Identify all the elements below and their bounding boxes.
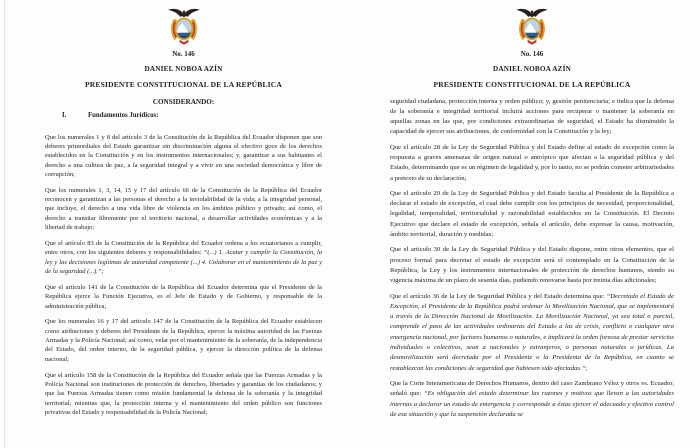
body-text: Que el artículo 83 de la Constitución de la República del Ecuador ordena a los ecuatorianos a cumplir, entre otros, con los siguientes deberes y responsabilidades: [45, 239, 322, 257]
body-text: Que los numerales 1, 3, 14, 15 y 17 del artículo 66 de la Constitución de la República del Ecuador reconocen y garantizan a las personas el derecho a la inviolabilidad de la vida; a la integridad personal, que incluye, el derecho a una vida libre de violencia en los ámbitos público y privado; así como, el derecho a transitar libremente por el territorio nacional, a desarrollar actividades económicas y a la libertad de trabajo; [45, 186, 322, 232]
document-paragraph [45, 239, 322, 276]
section-heading [45, 112, 322, 120]
president-name: DANIEL NOBOA AZÍN [144, 65, 223, 73]
section-numeral: I. [62, 111, 67, 119]
quoted-text: “Es obligación del estado determinar las razones y motivos que llevan a las autoridades internas a declarar un estado de emergencia y corresponde a éstas ejercer el adecuado y efectivo control de esa situación y que la suspensión declarada se [390, 390, 674, 418]
body-text: Que el artículo 36 de la Ley de Seguridad Pública y del Estado determina que: [390, 292, 607, 300]
ecuador-coat-of-arms-icon [390, 7, 674, 47]
body-text: Que el artículo 141 de la Constitución de la República del Ecuador determina que el Presidente de la República ejerce la Función Ejecutiva, es el Jefe de Estado y de Gobierno, y responsable de la administración pública; [45, 283, 322, 310]
body-text: Que el artículo 29 de la Ley de Seguridad Pública y del Estado faculta al Presidente de la República a declarar el estado de excepción, el cual debe cumplir con los principios de necesidad, proporcionalidad, legalidad, temporalidad, territorialidad y razonabilidad establecidos en la Constitución. El Decreto Ejecutivo que declare el estado de excepción, señala el artículo, debe expresar la causa, motivación, ámbito territorial, duración y medidas; [390, 189, 674, 239]
document-paragraph [390, 292, 674, 374]
body-text: Que el artículo 158 de la Constitución de la República del Ecuador señala que las Fuerzas Armadas y la Policía Nacional son instituciones de protección de derechos, libertades y garantías de los ciudadanos; y que las Fuerzas Armadas tienen como misión fundamental la defensa de la soberanía y la integridad territorial; mientras que, la protección interna y el mantenimiento del orden público son funciones privativas del Estado y responsabilidad de la Policía Nacional; [45, 371, 322, 416]
document-paragraph [45, 371, 322, 418]
document-paragraph [45, 283, 322, 311]
body-text: Que la Corte Interamericana de Derechos Humanos, dentro del caso Zambrano Vélez y otros vs. Ecuador, señaló que: [390, 379, 674, 398]
president-title: PRESIDENTE CONSTITUCIONAL DE LA REPÚBLICA [85, 80, 282, 89]
considering-heading: CONSIDERANDO: [152, 97, 215, 106]
document-paragraph [390, 379, 674, 420]
body-text: Que el artículo 30 de la Ley de Seguridad Pública y del Estado dispone, entre otros elementos, que el proceso formal para decretar el estado de excepción será el contemplado en la Constitución de la República, la Ley y los instrumentos internacionales de protección de derechos humanos, siendo su vigencia máxima de un plazo de sesenta días, pudiendo renovarse hasta por treinta días adicionales; [390, 246, 674, 285]
ecuador-coat-of-arms-icon [45, 7, 322, 47]
document-paragraph [45, 186, 322, 233]
considerations-body-page1 [45, 133, 322, 418]
president-name: DANIEL NOBOA AZÍN [492, 65, 572, 73]
document-paragraph [390, 97, 674, 138]
quoted-text: “(...) 1. Acatar y cumplir la Constitución, la ley y las decisiones legítimas de autoridad competente (...) 4. Colaborar en el mantenimiento de la paz y de la seguridad (...).”; [45, 249, 322, 275]
document-paragraph [390, 189, 674, 240]
document-paragraph [45, 317, 322, 364]
document-paragraph [390, 143, 674, 184]
document-paragraph [45, 133, 322, 180]
quoted-text: “Decretado el Estado de Excepción, el Presidente de la República podrá ordenar la Movilización Nacional, que se implementará a través de la Dirección Nacional de Movilización. La Movilización Nacional, ya sea total o parcial, comprende el paso de las actividades ordinarias del Estado a las de crisis, conflicto o cualquier otra emergencia nacional, por factores humanos o naturales, e implicará la orden forzosa de prestar servicios individuales o colectivos, sean a nacionales y extranjeros, o personas naturales o jurídicas. La desmovilización será decretada por el Presidente o la Presidenta de la República, en cuanto se restablezcan las condiciones de seguridad que hubiesen sido afectadas.”; [390, 292, 674, 372]
section-title: Fundamentos Jurídicos: [88, 111, 159, 119]
decree-page-2 [350, 0, 700, 448]
president-title: PRESIDENTE CONSTITUCIONAL DE LA REPÚBLICA [433, 80, 631, 89]
document-paragraph [390, 245, 674, 286]
body-text: Que los numerales 16 y 17 del artículo 147 de la Constitución de la República del Ecuador establecen como atribuciones y deberes del Presidente de la República, ejercer la máxima autoridad de las Fuerzas Armadas y la Policía Nacional; así como, velar por el mantenimiento de la soberanía, de la independencia del Estado, del orden interno, de la seguridad pública, y ejercer la dirección política de la defensa nacional; [45, 318, 322, 363]
document-number: No. 146 [520, 50, 544, 58]
body-text: seguridad ciudadana, protección interna y orden público; y, gestión penitenciaria; e indica que la defensa de la soberanía e integridad territorial incluirá acciones para recuperar o mantener la soberanía en aquellas zonas en las que, por condiciones extraordinarias de seguridad, el Estado ha disminuido la capacidad de ejercer sus atribuciones, de conformidad con la Constitución y la ley; [390, 97, 674, 136]
document-number: No. 146 [172, 50, 195, 58]
considerations-body-page2 [390, 97, 674, 421]
body-text: Que el artículo 28 de la Ley de Seguridad Pública y del Estado define al estado de excepción como la respuesta a graves amenazas de origen natural o antrópico que afectan a la seguridad pública y del Estado, determinando que es un régimen de legalidad y, por lo tanto, no se podrán cometer arbitrariedades a pretexto de su declaración; [390, 143, 674, 182]
body-text: Que los numerales 1 y 8 del artículo 3 de la Constitución de la República del Ecuador disponen que son deberes primordiales del Estado garantizar sin discriminación alguna el efectivo goce de los derechos establecidos en la Constitución y en los instrumentos internacionales; y, garantizar a sus habitantes el derecho a una cultura de paz, a la seguridad integral y a vivir en una sociedad democrática y libre de corrupción; [45, 133, 322, 178]
